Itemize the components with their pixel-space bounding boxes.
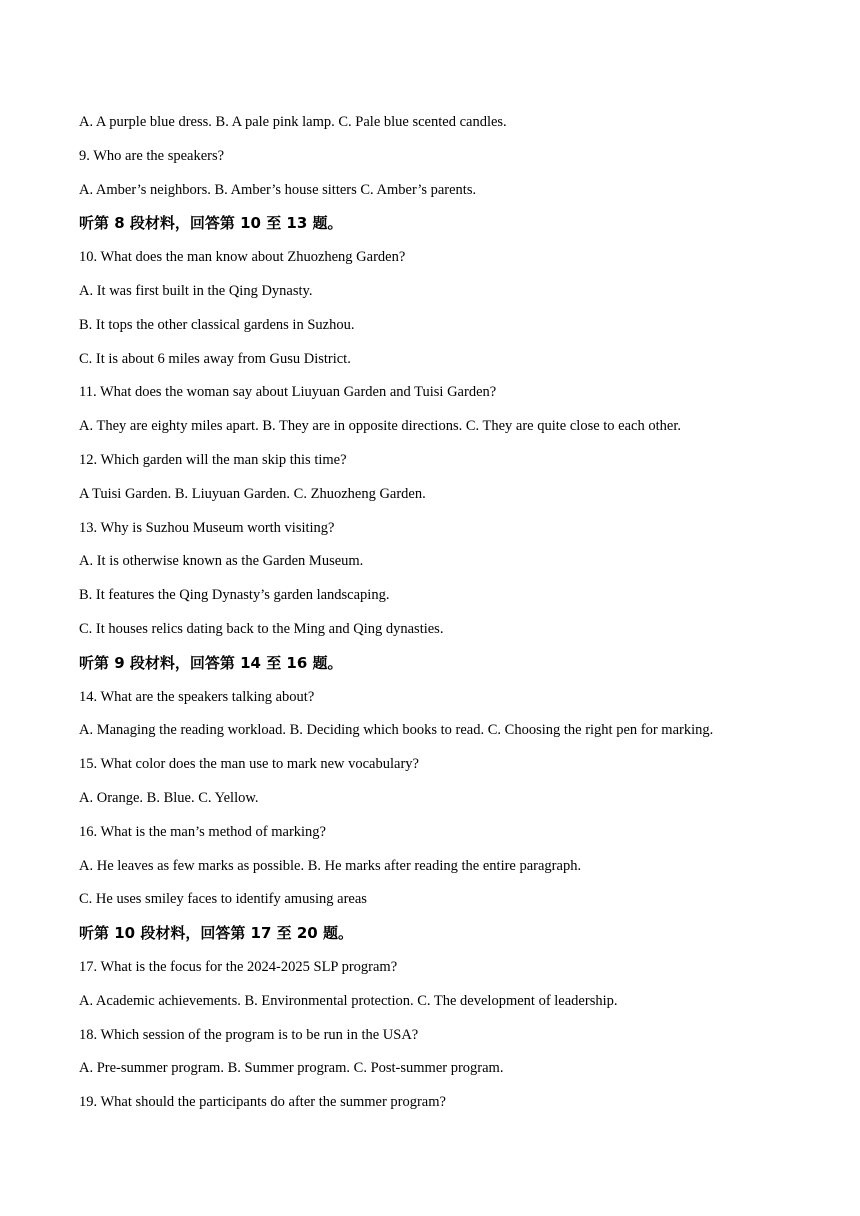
question-line: 14. What are the speakers talking about? (79, 688, 315, 705)
option-line: A Tuisi Garden. B. Liuyuan Garden. C. Zhuozheng Garden. (79, 485, 426, 502)
question-line: 19. What should the participants do after the summer program? (79, 1094, 446, 1111)
option-line: B. It tops the other classical gardens in Suzhou. (79, 316, 355, 333)
question-line: 10. What does the man know about Zhuozheng Garden? (79, 249, 406, 266)
option-line: A. Managing the reading workload. B. Deciding which books to read. C. Choosing the right pen for marking. (79, 722, 714, 739)
question-line: 11. What does the woman say about Liuyuan Garden and Tuisi Garden? (79, 384, 497, 401)
question-line: 17. What is the focus for the 2024-2025 SLP program? (79, 958, 398, 975)
question-line: 18. Which session of the program is to be run in the USA? (79, 1026, 419, 1043)
option-line: B. It features the Qing Dynasty’s garden landscaping. (79, 587, 390, 604)
option-line: C. It is about 6 miles away from Gusu District. (79, 350, 351, 367)
option-line: A. Orange. B. Blue. C. Yellow. (79, 789, 259, 806)
option-line: A. Amber’s neighbors. B. Amber’s house sitters C. Amber’s parents. (79, 181, 477, 198)
section-heading: 听第 10 段材料，回答第 17 至 20 题。 (79, 924, 353, 943)
question-line: 12. Which garden will the man skip this time? (79, 451, 347, 468)
question-line: 13. Why is Suzhou Museum worth visiting? (79, 519, 335, 536)
option-line: A. A purple blue dress. B. A pale pink lamp. C. Pale blue scented candles. (79, 114, 507, 130)
section-heading: 听第 9 段材料，回答第 14 至 16 题。 (79, 653, 343, 672)
option-line: A. Academic achievements. B. Environmental protection. C. The development of leadership. (79, 992, 618, 1009)
question-line: 16. What is the man’s method of marking? (79, 823, 326, 840)
question-line: 15. What color does the man use to mark new vocabulary? (79, 756, 419, 773)
option-line: A. Pre-summer program. B. Summer program. C. Post-summer program. (79, 1060, 504, 1077)
option-line: A. It is otherwise known as the Garden Museum. (79, 553, 364, 570)
option-line: C. It houses relics dating back to the Ming and Qing dynasties. (79, 620, 444, 637)
option-line: A. It was first built in the Qing Dynasty. (79, 282, 313, 299)
section-heading: 听第 8 段材料，回答第 10 至 13 题。 (79, 214, 343, 233)
option-line: A. They are eighty miles apart. B. They are in opposite directions. C. They are quite close to each other. (79, 418, 681, 435)
document-body (79, 111, 839, 1125)
question-line: 9. Who are the speakers? (79, 147, 225, 164)
option-line: A. He leaves as few marks as possible. B. He marks after reading the entire paragraph. (79, 857, 582, 874)
option-line: C. He uses smiley faces to identify amusing areas (79, 891, 367, 908)
